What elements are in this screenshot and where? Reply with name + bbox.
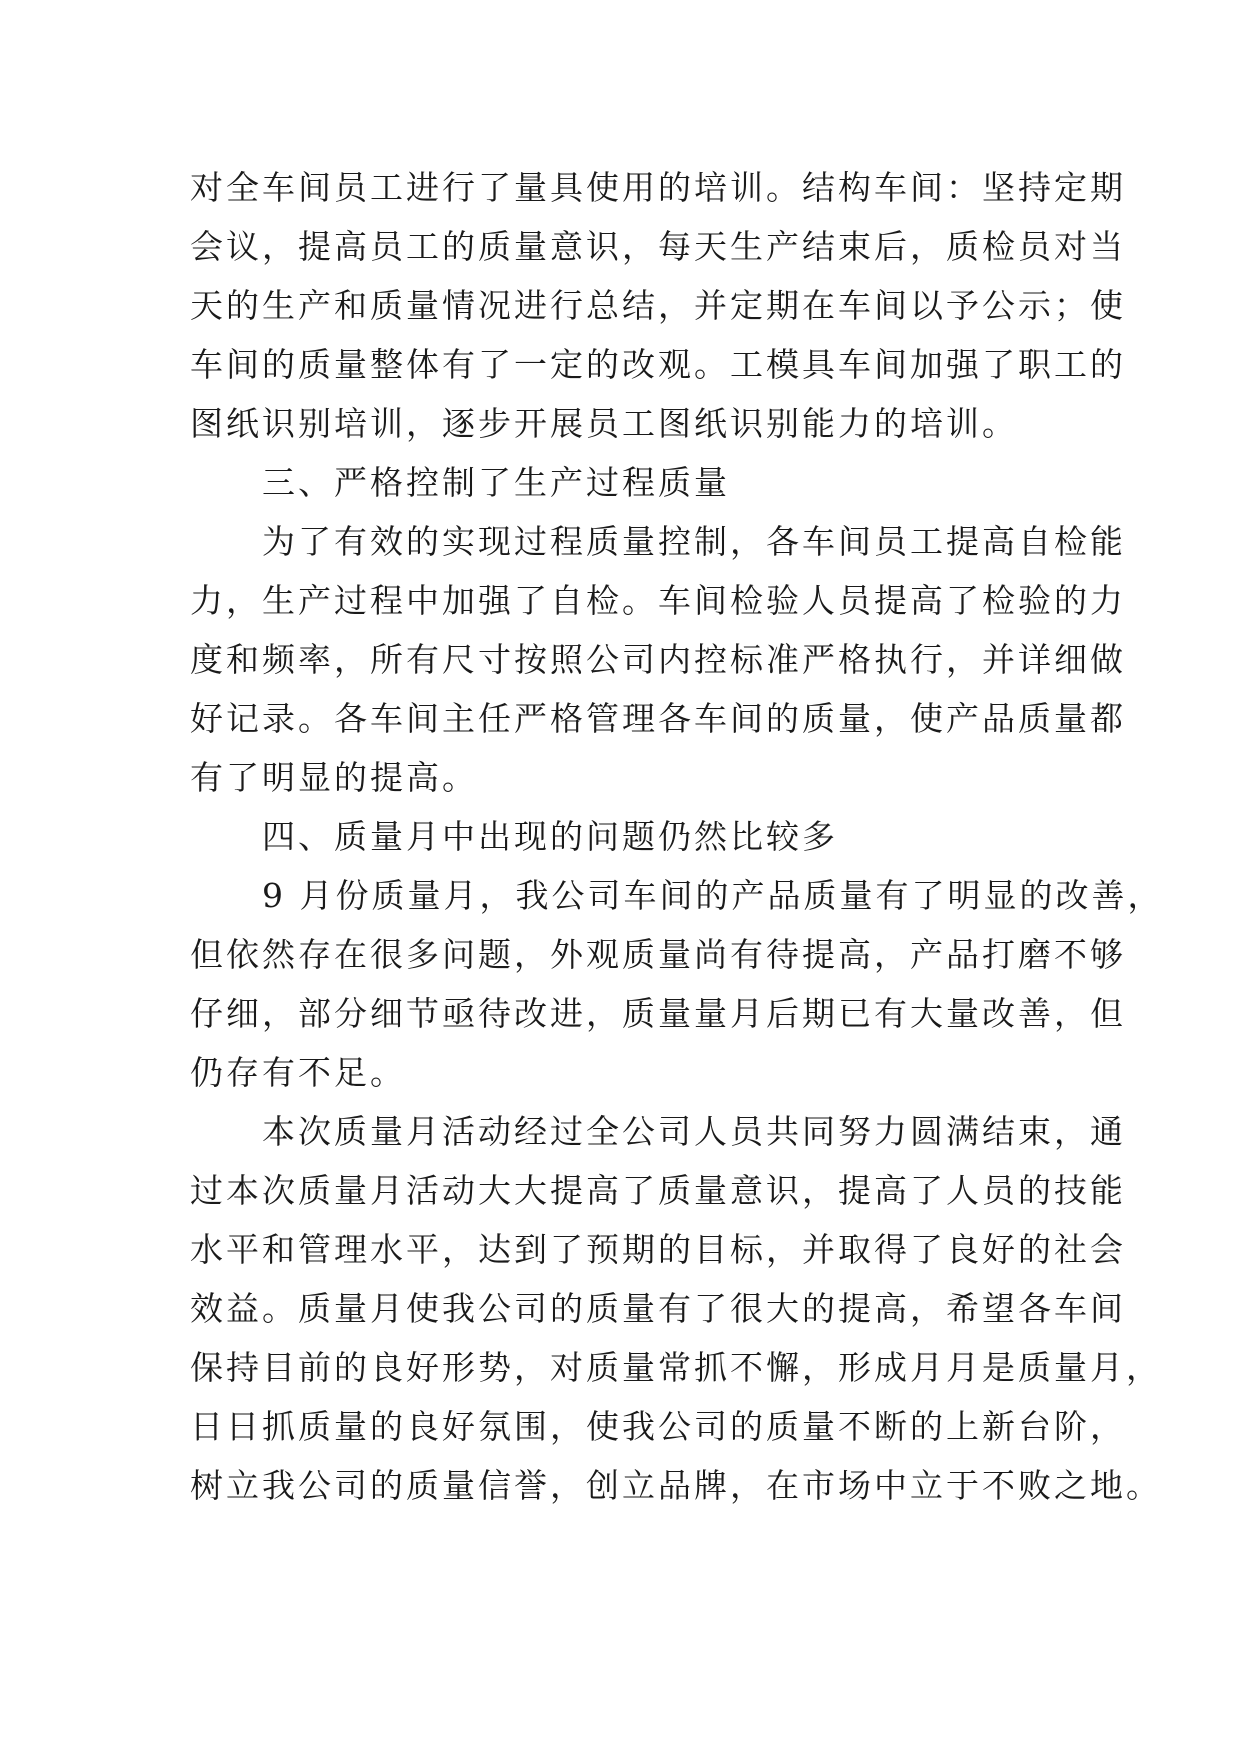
text-line: 保持目前的良好形势，对质量常抓不懈，形成月月是质量月， [190,1348,1162,1387]
text-line: 本次质量月活动经过全公司人员共同努力圆满结束，通 [262,1112,1126,1151]
text-line: 好记录。各车间主任严格管理各车间的质量，使产品质量都 [190,699,1126,738]
text-line: 有了明显的提高。 [190,758,478,797]
paragraph-problems [190,866,1164,1102]
text-line: 日日抓质量的良好氛围，使我公司的质量不断的上新台阶， [190,1407,1126,1446]
section-heading-4 [190,807,1070,866]
text-line: 图纸识别培训，逐步开展员工图纸识别能力的培训。 [190,404,1018,443]
text-line: 水平和管理水平，达到了预期的目标，并取得了良好的社会 [190,1230,1126,1269]
heading-text: 四、质量月中出现的问题仍然比较多 [262,817,838,856]
paragraph-process-quality [190,512,1126,807]
text-line: 天的生产和质量情况进行总结，并定期在车间以予公示；使 [190,286,1126,325]
text-line: 力，生产过程中加强了自检。车间检验人员提高了检验的力 [190,581,1126,620]
text-line: 过本次质量月活动大大提高了质量意识，提高了人员的技能 [190,1171,1126,1210]
paragraph-continuation [190,158,1126,453]
text-line: 效益。质量月使我公司的质量有了很大的提高，希望各车间 [190,1289,1126,1328]
paragraph-conclusion [190,1102,1162,1515]
text-line: 仍存有不足。 [190,1053,406,1092]
text-line: 9 月份质量月，我公司车间的产品质量有了明显的改善， [262,876,1164,915]
document-body [190,158,1164,1515]
text-line: 树立我公司的质量信誉，创立品牌，在市场中立于不败之地。 [190,1466,1162,1505]
text-line: 为了有效的实现过程质量控制，各车间员工提高自检能 [262,522,1126,561]
section-heading-3 [190,453,1070,512]
text-line: 度和频率，所有尺寸按照公司内控标准严格执行，并详细做 [190,640,1126,679]
text-line: 但依然存在很多问题，外观质量尚有待提高，产品打磨不够 [190,935,1126,974]
heading-text: 三、严格控制了生产过程质量 [262,463,730,502]
text-line: 会议，提高员工的质量意识，每天生产结束后，质检员对当 [190,227,1126,266]
text-line: 车间的质量整体有了一定的改观。工模具车间加强了职工的 [190,345,1126,384]
text-line: 对全车间员工进行了量具使用的培训。结构车间：坚持定期 [190,168,1126,207]
text-line: 仔细，部分细节亟待改进，质量量月后期已有大量改善，但 [190,994,1126,1033]
